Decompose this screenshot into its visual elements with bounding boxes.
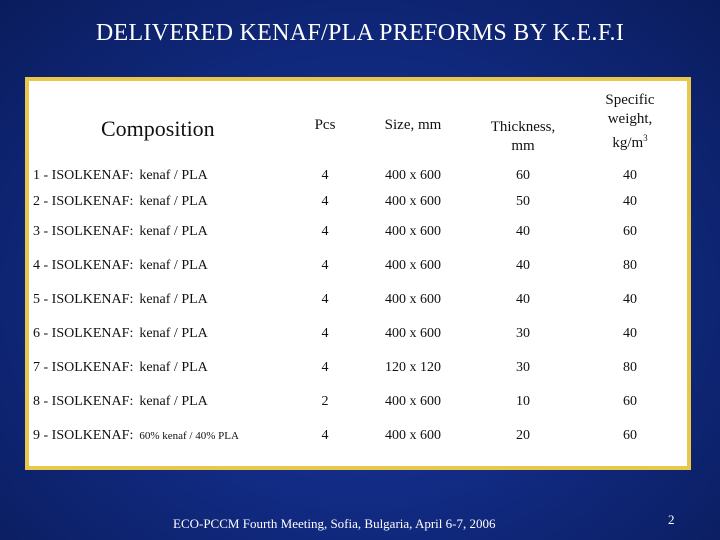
table-row xyxy=(29,249,687,283)
composition-label: 3 - ISOLKENAF: xyxy=(33,224,134,239)
cell-size: 120 x 120 xyxy=(385,360,441,375)
table-row xyxy=(29,189,687,215)
composition-material: kenaf / PLA xyxy=(139,394,208,409)
composition-material: kenaf / PLA xyxy=(139,194,208,209)
preforms-table-frame xyxy=(25,77,691,470)
cell-thickness: 50 xyxy=(516,194,530,209)
cell-pcs: 4 xyxy=(321,194,329,209)
composition-material: kenaf / PLA xyxy=(139,360,208,375)
table-row xyxy=(29,419,687,453)
table-row xyxy=(29,317,687,351)
cell-pcs: 4 xyxy=(321,292,329,307)
cell-pcs: 4 xyxy=(321,326,329,341)
cell-weight: 60 xyxy=(623,394,637,409)
header-weight-line1: Specific xyxy=(605,92,655,108)
header-pcs: Pcs xyxy=(314,116,336,133)
cell-weight: 60 xyxy=(623,428,637,443)
table-body xyxy=(29,163,687,453)
cell-pcs: 4 xyxy=(321,360,329,375)
composition-material: kenaf / PLA xyxy=(139,258,208,273)
cell-composition xyxy=(29,163,297,189)
cell-size: 400 x 600 xyxy=(385,394,441,409)
cell-thickness: 10 xyxy=(516,394,530,409)
composition-material: kenaf / PLA xyxy=(139,168,208,183)
table-row xyxy=(29,351,687,385)
cell-size: 400 x 600 xyxy=(385,428,441,443)
cell-thickness: 40 xyxy=(516,258,530,273)
cell-weight: 80 xyxy=(623,258,637,273)
page-number: 2 xyxy=(668,512,675,527)
table-row xyxy=(29,163,687,189)
cell-pcs: 4 xyxy=(321,168,329,183)
cell-size: 400 x 600 xyxy=(385,326,441,341)
cell-composition xyxy=(29,351,297,385)
composition-label: 9 - ISOLKENAF: xyxy=(33,428,134,443)
composition-material: kenaf / PLA xyxy=(139,224,208,239)
header-size: Size, mm xyxy=(384,116,442,133)
cell-thickness: 40 xyxy=(516,224,530,239)
cell-thickness: 60 xyxy=(516,168,530,183)
cell-thickness: 30 xyxy=(516,326,530,341)
composition-material: 60% kenaf / 40% PLA xyxy=(139,430,239,442)
cell-thickness: 20 xyxy=(516,428,530,443)
cell-thickness: 30 xyxy=(516,360,530,375)
table-header-row xyxy=(29,81,687,163)
preforms-table xyxy=(29,81,687,453)
composition-label: 2 - ISOLKENAF: xyxy=(33,194,134,209)
cell-composition xyxy=(29,215,297,249)
cell-composition xyxy=(29,189,297,215)
slide-title: DELIVERED KENAF/PLA PREFORMS BY K.E.F.I xyxy=(95,20,625,46)
cell-pcs: 4 xyxy=(321,428,329,443)
cell-weight: 60 xyxy=(623,224,637,239)
cell-composition xyxy=(29,249,297,283)
cell-weight: 40 xyxy=(623,326,637,341)
composition-label: 1 - ISOLKENAF: xyxy=(33,168,134,183)
cell-composition xyxy=(29,317,297,351)
cell-size: 400 x 600 xyxy=(385,168,441,183)
table-row xyxy=(29,283,687,317)
cell-pcs: 4 xyxy=(321,224,329,239)
table-row xyxy=(29,215,687,249)
cell-composition xyxy=(29,385,297,419)
header-weight-line2: weight, xyxy=(607,111,653,127)
cell-composition xyxy=(29,283,297,317)
cell-weight: 40 xyxy=(623,194,637,209)
table-row xyxy=(29,385,687,419)
header-weight xyxy=(573,81,687,163)
cell-weight: 40 xyxy=(623,168,637,183)
cell-pcs: 2 xyxy=(321,394,329,409)
header-composition: Composition xyxy=(101,115,215,141)
header-weight-unit: kg/m xyxy=(612,135,644,151)
composition-label: 4 - ISOLKENAF: xyxy=(33,258,134,273)
cell-weight: 40 xyxy=(623,292,637,307)
composition-material: kenaf / PLA xyxy=(139,326,208,341)
header-weight-sup: 3 xyxy=(643,133,648,143)
composition-label: 8 - ISOLKENAF: xyxy=(33,394,134,409)
cell-weight: 80 xyxy=(623,360,637,375)
footer-text: ECO-PCCM Fourth Meeting, Sofia, Bulgaria, April 6-7, 2006 xyxy=(173,516,496,531)
cell-composition xyxy=(29,419,297,453)
cell-size: 400 x 600 xyxy=(385,258,441,273)
composition-material: kenaf / PLA xyxy=(139,292,208,307)
composition-label: 5 - ISOLKENAF: xyxy=(33,292,134,307)
cell-size: 400 x 600 xyxy=(385,224,441,239)
cell-size: 400 x 600 xyxy=(385,292,441,307)
header-thickness: Thickness, mm xyxy=(490,119,556,154)
cell-thickness: 40 xyxy=(516,292,530,307)
cell-pcs: 4 xyxy=(321,258,329,273)
composition-label: 6 - ISOLKENAF: xyxy=(33,326,134,341)
cell-size: 400 x 600 xyxy=(385,194,441,209)
composition-label: 7 - ISOLKENAF: xyxy=(33,360,134,375)
